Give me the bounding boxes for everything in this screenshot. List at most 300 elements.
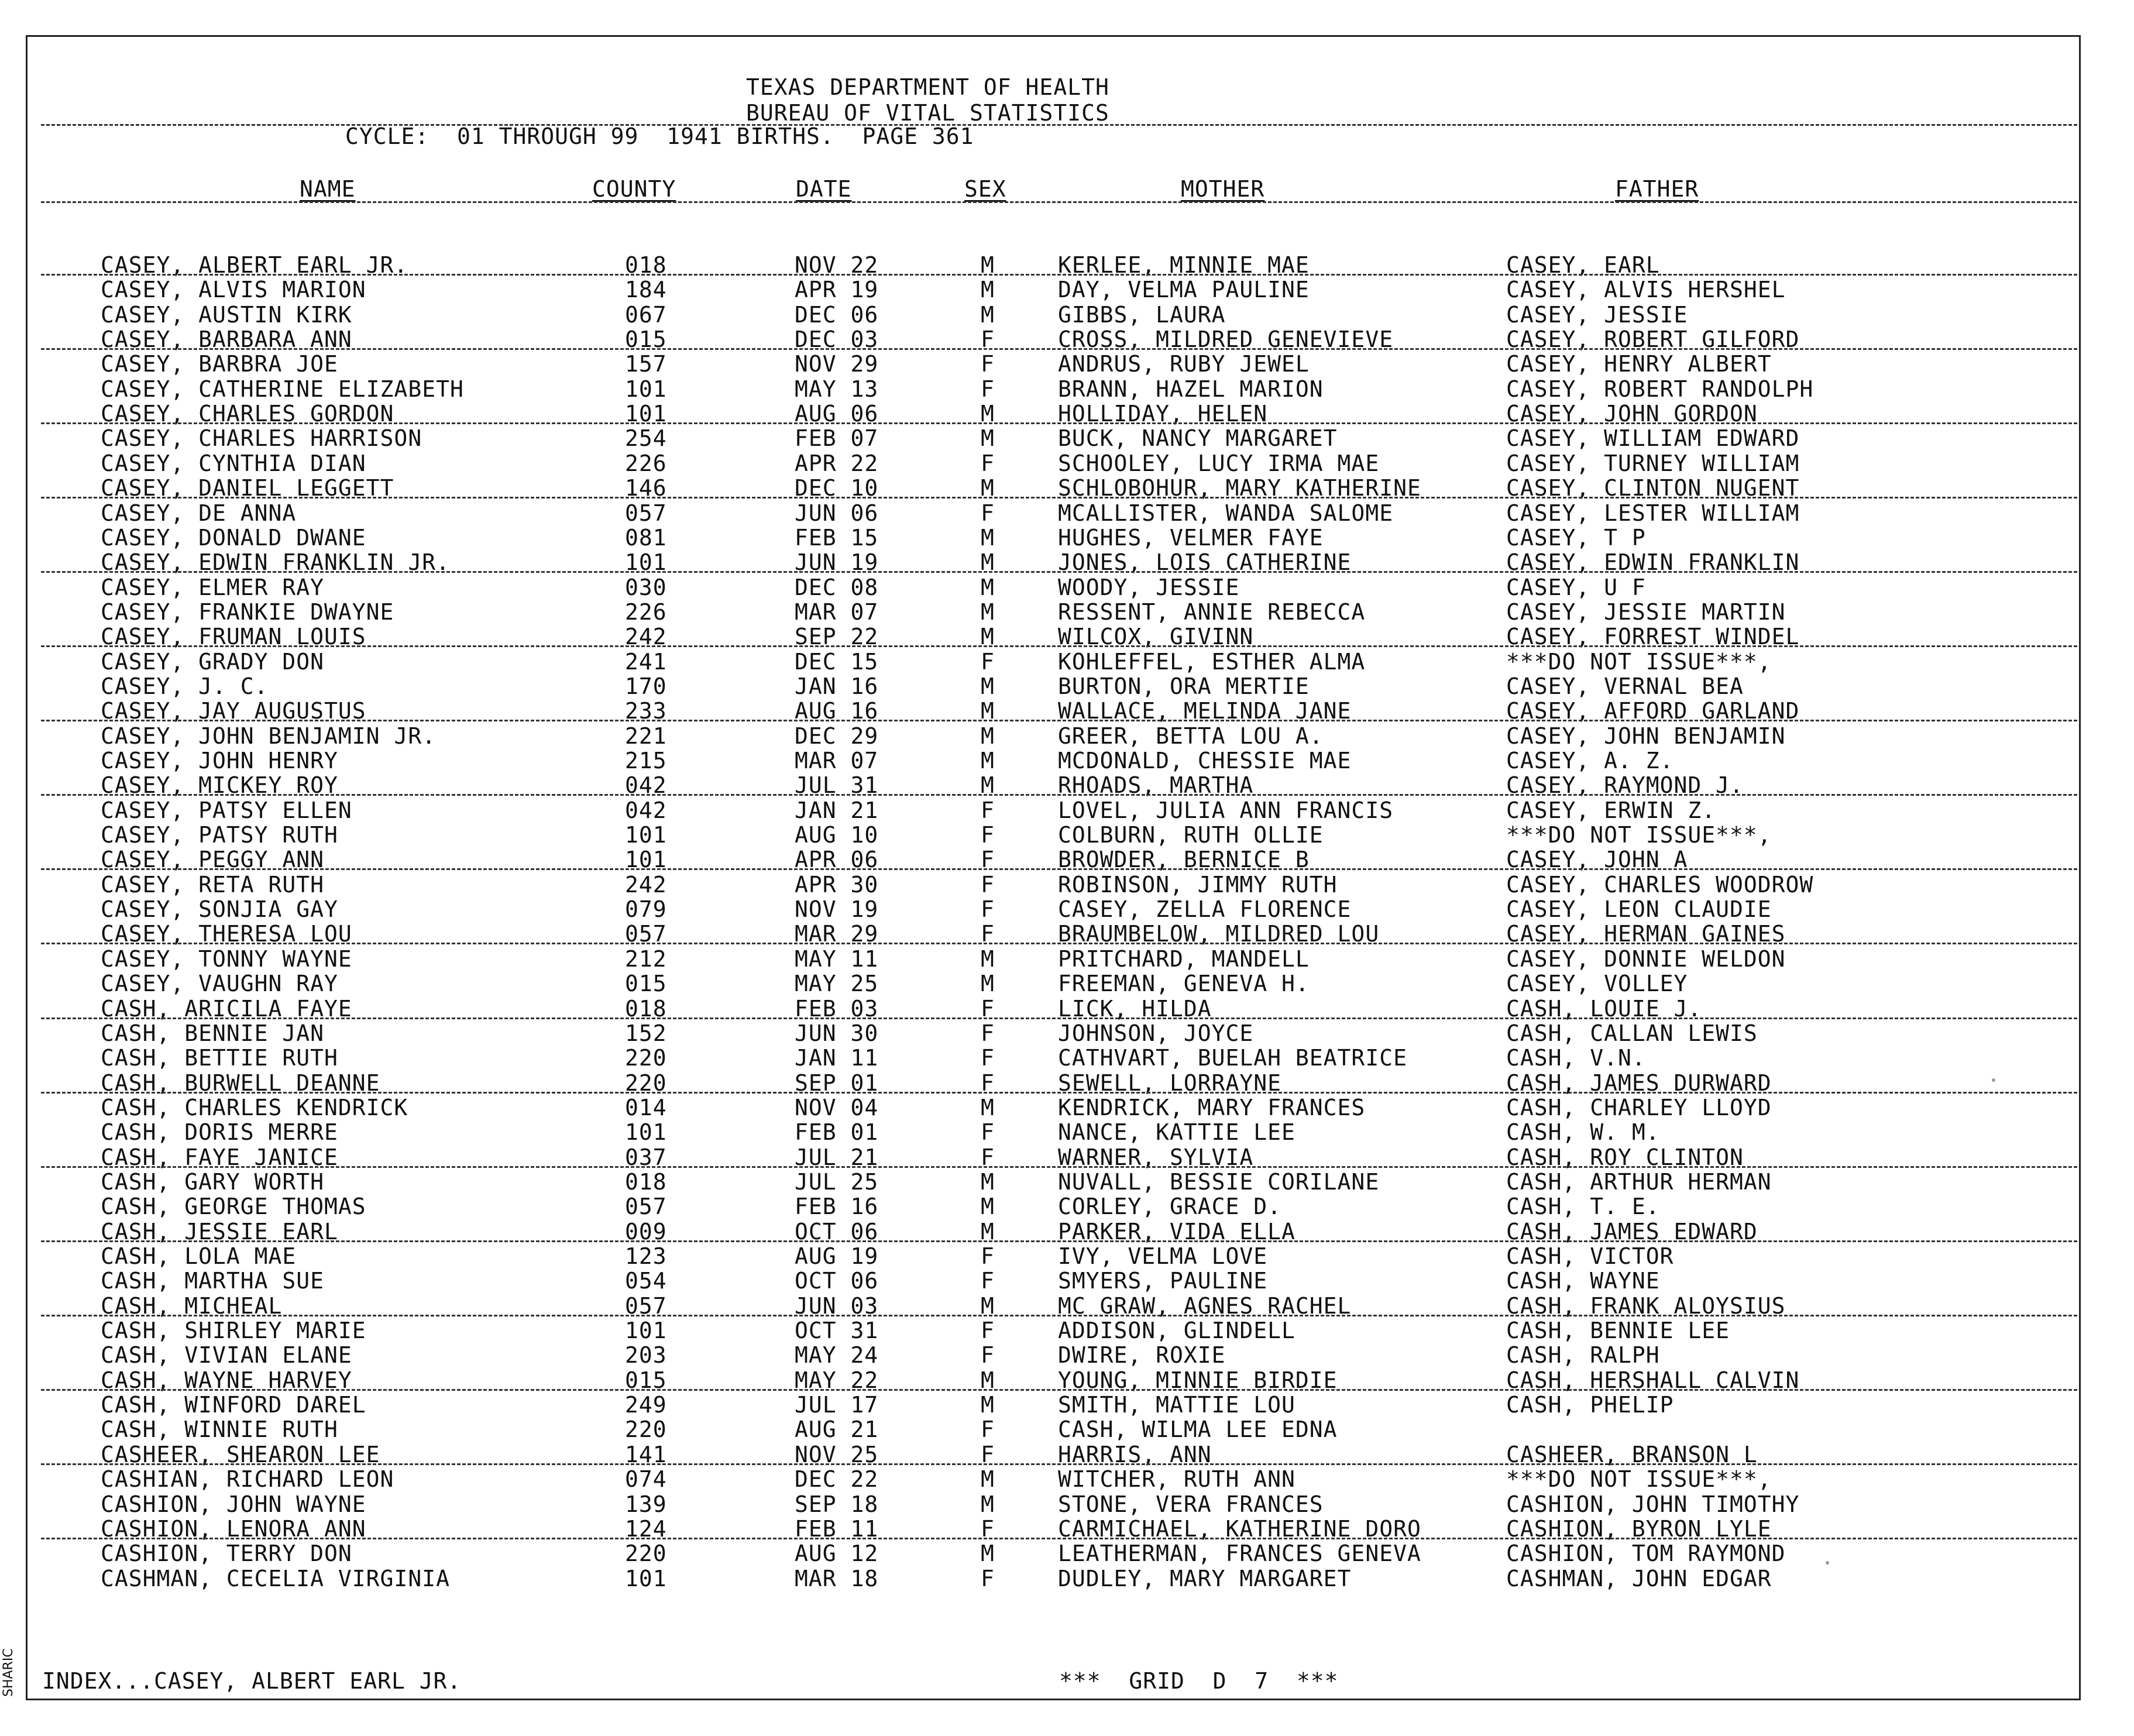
row-divider <box>41 422 2077 424</box>
row-divider <box>41 1538 2077 1539</box>
record-father: CASEY, JOHN A <box>1506 847 1688 872</box>
record-county: 042 <box>625 772 667 798</box>
record-sex: M <box>981 624 995 649</box>
record-name: CASH, BETTIE RUTH <box>101 1045 338 1071</box>
record-father: CASEY, JESSIE <box>1506 302 1688 328</box>
record-name: CASH, GARY WORTH <box>101 1169 325 1195</box>
record-county: 057 <box>625 1194 667 1219</box>
record-name: CASH, WAYNE HARVEY <box>101 1367 352 1393</box>
record-mother: SCHOOLEY, LUCY IRMA MAE <box>1058 451 1380 476</box>
record-mother: LICK, HILDA <box>1058 996 1212 1022</box>
margin-label: SHARIC <box>1 1648 16 1697</box>
record-sex: M <box>981 1541 995 1566</box>
header-department: TEXAS DEPARTMENT OF HEALTH <box>746 74 1109 100</box>
record-date: MAY 13 <box>795 376 879 402</box>
record-date: JAN 16 <box>795 673 879 699</box>
record-date: AUG 10 <box>795 822 879 848</box>
record-father: CASEY, ALVIS HERSHEL <box>1506 277 1786 302</box>
record-name: CASEY, BARBARA ANN <box>101 326 352 352</box>
column-header-divider <box>41 201 2077 203</box>
record-county: 124 <box>625 1516 667 1542</box>
record-name: CASH, SHIRLEY MARIE <box>101 1318 366 1343</box>
record-name: CASH, GEORGE THOMAS <box>101 1194 366 1219</box>
record-name: CASH, WINFORD DAREL <box>101 1392 366 1418</box>
record-date: JUN 03 <box>795 1293 879 1319</box>
record-sex: F <box>981 797 995 823</box>
record-mother: LEATHERMAN, FRANCES GENEVA <box>1058 1541 1421 1566</box>
record-father: CASH, PHELIP <box>1506 1392 1674 1418</box>
record-name: CASEY, JOHN HENRY <box>101 748 338 774</box>
record-sex: M <box>981 946 995 972</box>
record-name: CASEY, PEGGY ANN <box>101 847 325 872</box>
header-bureau: BUREAU OF VITAL STATISTICS <box>746 100 1109 126</box>
record-date: AUG 06 <box>795 401 879 427</box>
record-father: CASEY, CLINTON NUGENT <box>1506 475 1800 501</box>
record-father: CASH, JAMES EDWARD <box>1506 1219 1758 1245</box>
record-mother: SEWELL, LORRAYNE <box>1058 1070 1282 1096</box>
record-father: CASEY, ROBERT RANDOLPH <box>1506 376 1814 402</box>
record-sex: M <box>981 302 995 328</box>
record-father: CASH, BENNIE LEE <box>1506 1318 1730 1343</box>
record-mother: JOHNSON, JOYCE <box>1058 1020 1254 1046</box>
record-father: CASEY, JOHN GORDON <box>1506 401 1758 427</box>
record-date: AUG 19 <box>795 1243 879 1269</box>
record-date: DEC 22 <box>795 1466 879 1492</box>
record-date: DEC 15 <box>795 649 879 675</box>
row-divider <box>41 1240 2077 1242</box>
record-father: CASEY, ERWIN Z. <box>1506 797 1716 823</box>
record-name: CASEY, THERESA LOU <box>101 921 352 947</box>
record-county: 101 <box>625 1318 667 1343</box>
record-father: CASH, FRANK ALOYSIUS <box>1506 1293 1786 1319</box>
record-father: CASEY, A. Z. <box>1506 748 1674 774</box>
record-county: 101 <box>625 847 667 872</box>
record-county: 226 <box>625 599 667 625</box>
record-date: NOV 29 <box>795 351 879 377</box>
record-date: JUL 31 <box>795 772 879 798</box>
record-mother: HUGHES, VELMER FAYE <box>1058 525 1324 551</box>
record-name: CASH, FAYE JANICE <box>101 1144 338 1170</box>
record-sex: F <box>981 1516 995 1542</box>
record-mother: MCALLISTER, WANDA SALOME <box>1058 500 1394 526</box>
record-mother: YOUNG, MINNIE BIRDIE <box>1058 1367 1338 1393</box>
record-date: DEC 08 <box>795 575 879 600</box>
row-divider <box>41 868 2077 870</box>
record-county: 101 <box>625 1566 667 1591</box>
record-date: JAN 11 <box>795 1045 879 1071</box>
record-date: JUL 21 <box>795 1144 879 1170</box>
column-header-father: FATHER <box>1615 176 1699 202</box>
record-mother: CROSS, MILDRED GENEVIEVE <box>1058 326 1394 352</box>
record-father: CASEY, LESTER WILLIAM <box>1506 500 1800 526</box>
record-name: CASH, ARICILA FAYE <box>101 996 352 1022</box>
record-mother: RHOADS, MARTHA <box>1058 772 1254 798</box>
record-sex: M <box>981 1095 995 1120</box>
record-father: CASHEER, BRANSON L <box>1506 1442 1758 1467</box>
record-county: 233 <box>625 698 667 724</box>
record-date: NOV 25 <box>795 1442 879 1467</box>
record-county: 152 <box>625 1020 667 1046</box>
record-father: CASEY, HENRY ALBERT <box>1506 351 1772 377</box>
record-father: CASH, CHARLEY LLOYD <box>1506 1095 1772 1120</box>
record-sex: F <box>981 376 995 402</box>
record-date: APR 30 <box>795 872 879 898</box>
record-county: 015 <box>625 1367 667 1393</box>
record-name: CASEY, CHARLES HARRISON <box>101 425 422 451</box>
record-mother: NUVALL, BESSIE CORILANE <box>1058 1169 1380 1195</box>
record-county: 101 <box>625 822 667 848</box>
record-county: 015 <box>625 971 667 996</box>
record-mother: DAY, VELMA PAULINE <box>1058 277 1310 302</box>
record-county: 030 <box>625 575 667 600</box>
record-county: 018 <box>625 252 667 278</box>
record-county: 203 <box>625 1342 667 1368</box>
record-county: 101 <box>625 376 667 402</box>
record-county: 146 <box>625 475 667 501</box>
record-county: 101 <box>625 401 667 427</box>
record-sex: M <box>981 1392 995 1418</box>
record-name: CASHIAN, RICHARD LEON <box>101 1466 394 1492</box>
column-header-date: DATE <box>796 176 852 202</box>
record-name: CASH, VIVIAN ELANE <box>101 1342 352 1368</box>
record-county: 241 <box>625 649 667 675</box>
record-father: CASEY, U F <box>1506 575 1646 600</box>
record-name: CASEY, PATSY ELLEN <box>101 797 352 823</box>
record-name: CASH, DORIS MERRE <box>101 1119 338 1145</box>
record-mother: COLBURN, RUTH OLLIE <box>1058 822 1324 848</box>
record-name: CASEY, MICKEY ROY <box>101 772 338 798</box>
footer-grid: *** GRID D 7 *** <box>1059 1668 1339 1694</box>
record-county: 220 <box>625 1045 667 1071</box>
record-date: MAR 29 <box>795 921 879 947</box>
row-divider <box>41 1389 2077 1391</box>
record-mother: BROWDER, BERNICE B <box>1058 847 1310 872</box>
record-sex: F <box>981 872 995 898</box>
record-date: FEB 07 <box>795 425 879 451</box>
record-mother: GREER, BETTA LOU A. <box>1058 723 1324 749</box>
record-county: 220 <box>625 1541 667 1566</box>
record-father: CASEY, ROBERT GILFORD <box>1506 326 1800 352</box>
record-county: 242 <box>625 624 667 649</box>
row-divider <box>41 943 2077 944</box>
row-divider <box>41 274 2077 276</box>
record-sex: M <box>981 525 995 551</box>
record-county: 141 <box>625 1442 667 1467</box>
record-name: CASH, BENNIE JAN <box>101 1020 325 1046</box>
record-father: CASH, HERSHALL CALVIN <box>1506 1367 1800 1393</box>
record-sex: M <box>981 1194 995 1219</box>
record-date: MAY 11 <box>795 946 879 972</box>
record-father: ***DO NOT ISSUE***, <box>1506 822 1772 848</box>
record-date: MAY 22 <box>795 1367 879 1393</box>
record-name: CASH, CHARLES KENDRICK <box>101 1095 408 1120</box>
record-county: 081 <box>625 525 667 551</box>
record-date: OCT 31 <box>795 1318 879 1343</box>
record-county: 139 <box>625 1491 667 1517</box>
record-mother: FREEMAN, GENEVA H. <box>1058 971 1310 996</box>
record-sex: M <box>981 575 995 600</box>
record-date: JUN 30 <box>795 1020 879 1046</box>
record-father: CASEY, HERMAN GAINES <box>1506 921 1786 947</box>
record-sex: F <box>981 1119 995 1145</box>
record-county: 079 <box>625 896 667 922</box>
record-name: CASEY, CHARLES GORDON <box>101 401 394 427</box>
record-sex: F <box>981 326 995 352</box>
record-mother: LOVEL, JULIA ANN FRANCIS <box>1058 797 1394 823</box>
record-father: CASH, ROY CLINTON <box>1506 1144 1744 1170</box>
record-date: MAY 25 <box>795 971 879 996</box>
record-father: CASEY, TURNEY WILLIAM <box>1506 451 1800 476</box>
record-mother: ADDISON, GLINDELL <box>1058 1318 1295 1343</box>
record-county: 226 <box>625 451 667 476</box>
record-mother: CATHVART, BUELAH BEATRICE <box>1058 1045 1407 1071</box>
record-sex: F <box>981 1070 995 1096</box>
record-mother: BUCK, NANCY MARGARET <box>1058 425 1338 451</box>
record-date: NOV 04 <box>795 1095 879 1120</box>
record-sex: M <box>981 401 995 427</box>
record-date: DEC 10 <box>795 475 879 501</box>
record-name: CASH, BURWELL DEANNE <box>101 1070 380 1096</box>
record-mother: WARNER, SYLVIA <box>1058 1144 1254 1170</box>
record-sex: M <box>981 1293 995 1319</box>
record-county: 018 <box>625 1169 667 1195</box>
record-mother: MCDONALD, CHESSIE MAE <box>1058 748 1352 774</box>
record-father: CASH, WAYNE <box>1506 1268 1660 1294</box>
record-name: CASEY, CATHERINE ELIZABETH <box>101 376 464 402</box>
record-county: 184 <box>625 277 667 302</box>
record-name: CASEY, GRADY DON <box>101 649 325 675</box>
record-date: APR 22 <box>795 451 879 476</box>
record-county: 220 <box>625 1070 667 1096</box>
record-sex: F <box>981 1318 995 1343</box>
record-sex: F <box>981 1342 995 1368</box>
record-mother: DUDLEY, MARY MARGARET <box>1058 1566 1352 1591</box>
record-mother: ROBINSON, JIMMY RUTH <box>1058 872 1338 898</box>
record-father: ***DO NOT ISSUE***, <box>1506 1466 1772 1492</box>
row-divider <box>41 1092 2077 1094</box>
row-divider <box>41 720 2077 721</box>
record-mother: IVY, VELMA LOVE <box>1058 1243 1268 1269</box>
record-date: NOV 19 <box>795 896 879 922</box>
record-county: 212 <box>625 946 667 972</box>
record-name: CASEY, CYNTHIA DIAN <box>101 451 366 476</box>
record-date: JUN 19 <box>795 549 879 575</box>
record-name: CASEY, TONNY WAYNE <box>101 946 352 972</box>
record-date: APR 19 <box>795 277 879 302</box>
row-divider <box>41 571 2077 573</box>
speck-mark <box>1992 1078 1995 1082</box>
record-father: CASH, VICTOR <box>1506 1243 1674 1269</box>
record-sex: F <box>981 1020 995 1046</box>
record-date: JUL 25 <box>795 1169 879 1195</box>
record-name: CASEY, ELMER RAY <box>101 575 325 600</box>
record-mother: SCHLOBOHUR, MARY KATHERINE <box>1058 475 1421 501</box>
record-name: CASEY, DE ANNA <box>101 500 297 526</box>
record-date: JUL 17 <box>795 1392 879 1418</box>
record-name: CASEY, SONJIA GAY <box>101 896 338 922</box>
row-divider <box>41 1017 2077 1019</box>
column-header-mother: MOTHER <box>1181 176 1265 202</box>
record-name: CASH, WINNIE RUTH <box>101 1417 338 1442</box>
record-date: FEB 15 <box>795 525 879 551</box>
record-father: CASHION, JOHN TIMOTHY <box>1506 1491 1800 1517</box>
record-date: AUG 21 <box>795 1417 879 1442</box>
record-mother: RESSENT, ANNIE REBECCA <box>1058 599 1366 625</box>
record-date: DEC 29 <box>795 723 879 749</box>
record-county: 009 <box>625 1219 667 1245</box>
record-name: CASH, MARTHA SUE <box>101 1268 325 1294</box>
record-mother: SMYERS, PAULINE <box>1058 1268 1268 1294</box>
record-father: CASEY, JESSIE MARTIN <box>1506 599 1786 625</box>
record-date: OCT 06 <box>795 1219 879 1245</box>
row-divider <box>41 1463 2077 1465</box>
record-name: CASH, JESSIE EARL <box>101 1219 338 1245</box>
record-father: CASEY, VERNAL BEA <box>1506 673 1744 699</box>
record-sex: M <box>981 1466 995 1492</box>
record-sex: F <box>981 649 995 675</box>
record-father: CASEY, WILLIAM EDWARD <box>1506 425 1800 451</box>
record-sex: F <box>981 921 995 947</box>
record-name: CASH, MICHEAL <box>101 1293 283 1319</box>
record-mother: BRANN, HAZEL MARION <box>1058 376 1324 402</box>
record-mother: ANDRUS, RUBY JEWEL <box>1058 351 1310 377</box>
record-county: 074 <box>625 1466 667 1492</box>
record-father: CASHION, BYRON LYLE <box>1506 1516 1772 1542</box>
speck-mark <box>1826 1561 1829 1565</box>
record-father: CASEY, DONNIE WELDON <box>1506 946 1786 972</box>
record-mother: PARKER, VIDA ELLA <box>1058 1219 1295 1245</box>
record-county: 123 <box>625 1243 667 1269</box>
record-date: AUG 12 <box>795 1541 879 1566</box>
record-mother: CASH, WILMA LEE EDNA <box>1058 1417 1338 1442</box>
record-mother: HARRIS, ANN <box>1058 1442 1212 1467</box>
record-name: CASEY, RETA RUTH <box>101 872 325 898</box>
record-date: SEP 18 <box>795 1491 879 1517</box>
record-sex: F <box>981 1566 995 1591</box>
record-father: CASH, CALLAN LEWIS <box>1506 1020 1758 1046</box>
record-sex: M <box>981 748 995 774</box>
record-mother: BURTON, ORA MERTIE <box>1058 673 1310 699</box>
record-sex: F <box>981 1144 995 1170</box>
record-sex: M <box>981 1219 995 1245</box>
record-sex: F <box>981 822 995 848</box>
record-date: MAR 07 <box>795 599 879 625</box>
footer-index: INDEX...CASEY, ALBERT EARL JR. <box>42 1668 462 1694</box>
record-name: CASEY, DANIEL LEGGETT <box>101 475 394 501</box>
record-sex: M <box>981 599 995 625</box>
record-sex: F <box>981 1045 995 1071</box>
record-county: 014 <box>625 1095 667 1120</box>
record-name: CASEY, ALVIS MARION <box>101 277 366 302</box>
record-mother: KERLEE, MINNIE MAE <box>1058 252 1310 278</box>
record-father: CASH, T. E. <box>1506 1194 1660 1219</box>
record-sex: M <box>981 772 995 798</box>
record-name: CASHION, LENORA ANN <box>101 1516 366 1542</box>
record-sex: M <box>981 673 995 699</box>
record-county: 249 <box>625 1392 667 1418</box>
record-name: CASEY, JAY AUGUSTUS <box>101 698 366 724</box>
record-date: AUG 16 <box>795 698 879 724</box>
record-sex: M <box>981 425 995 451</box>
record-county: 101 <box>625 549 667 575</box>
record-mother: WILCOX, GIVINN <box>1058 624 1254 649</box>
record-father: CASEY, LEON CLAUDIE <box>1506 896 1772 922</box>
record-sex: F <box>981 451 995 476</box>
record-county: 215 <box>625 748 667 774</box>
record-county: 054 <box>625 1268 667 1294</box>
record-sex: M <box>981 277 995 302</box>
record-sex: F <box>981 351 995 377</box>
record-name: CASEY, BARBRA JOE <box>101 351 338 377</box>
record-county: 018 <box>625 996 667 1022</box>
row-divider <box>41 794 2077 796</box>
record-father: CASH, V.N. <box>1506 1045 1646 1071</box>
record-sex: M <box>981 475 995 501</box>
record-father: CASEY, AFFORD GARLAND <box>1506 698 1800 724</box>
record-county: 170 <box>625 673 667 699</box>
record-sex: F <box>981 847 995 872</box>
record-sex: F <box>981 500 995 526</box>
record-date: MAY 24 <box>795 1342 879 1368</box>
record-date: MAR 18 <box>795 1566 879 1591</box>
record-mother: WOODY, JESSIE <box>1058 575 1240 600</box>
column-header-name: NAME <box>300 176 356 202</box>
record-father: CASEY, RAYMOND J. <box>1506 772 1744 798</box>
record-mother: NANCE, KATTIE LEE <box>1058 1119 1295 1145</box>
record-date: FEB 01 <box>795 1119 879 1145</box>
record-sex: M <box>981 1367 995 1393</box>
record-mother: GIBBS, LAURA <box>1058 302 1226 328</box>
record-county: 057 <box>625 500 667 526</box>
record-mother: CARMICHAEL, KATHERINE DORO <box>1058 1516 1421 1542</box>
record-date: OCT 06 <box>795 1268 879 1294</box>
record-date: DEC 06 <box>795 302 879 328</box>
record-father: CASHMAN, JOHN EDGAR <box>1506 1566 1772 1591</box>
record-mother: SMITH, MATTIE LOU <box>1058 1392 1295 1418</box>
record-mother: MC GRAW, AGNES RACHEL <box>1058 1293 1352 1319</box>
record-date: SEP 22 <box>795 624 879 649</box>
record-mother: HOLLIDAY, HELEN <box>1058 401 1268 427</box>
record-name: CASEY, VAUGHN RAY <box>101 971 338 996</box>
record-mother: WITCHER, RUTH ANN <box>1058 1466 1295 1492</box>
record-county: 101 <box>625 1119 667 1145</box>
record-mother: STONE, VERA FRANCES <box>1058 1491 1324 1517</box>
record-date: SEP 01 <box>795 1070 879 1096</box>
record-sex: M <box>981 723 995 749</box>
record-name: CASEY, J. C. <box>101 673 269 699</box>
row-divider <box>41 1166 2077 1168</box>
record-father: CASH, W. M. <box>1506 1119 1660 1145</box>
record-name: CASHMAN, CECELIA VIRGINIA <box>101 1566 450 1591</box>
record-date: DEC 03 <box>795 326 879 352</box>
record-date: FEB 16 <box>795 1194 879 1219</box>
record-mother: WALLACE, MELINDA JANE <box>1058 698 1352 724</box>
record-sex: M <box>981 1491 995 1517</box>
record-date: FEB 03 <box>795 996 879 1022</box>
record-name: CASH, LOLA MAE <box>101 1243 297 1269</box>
record-sex: M <box>981 252 995 278</box>
record-sex: F <box>981 1268 995 1294</box>
record-father: CASH, LOUIE J. <box>1506 996 1702 1022</box>
record-father: CASHION, TOM RAYMOND <box>1506 1541 1786 1566</box>
record-name: CASEY, PATSY RUTH <box>101 822 338 848</box>
record-father: CASEY, EARL <box>1506 252 1660 278</box>
record-name: CASEY, FRANKIE DWAYNE <box>101 599 394 625</box>
record-date: MAR 07 <box>795 748 879 774</box>
record-sex: F <box>981 1243 995 1269</box>
record-sex: F <box>981 896 995 922</box>
record-father: CASEY, VOLLEY <box>1506 971 1688 996</box>
